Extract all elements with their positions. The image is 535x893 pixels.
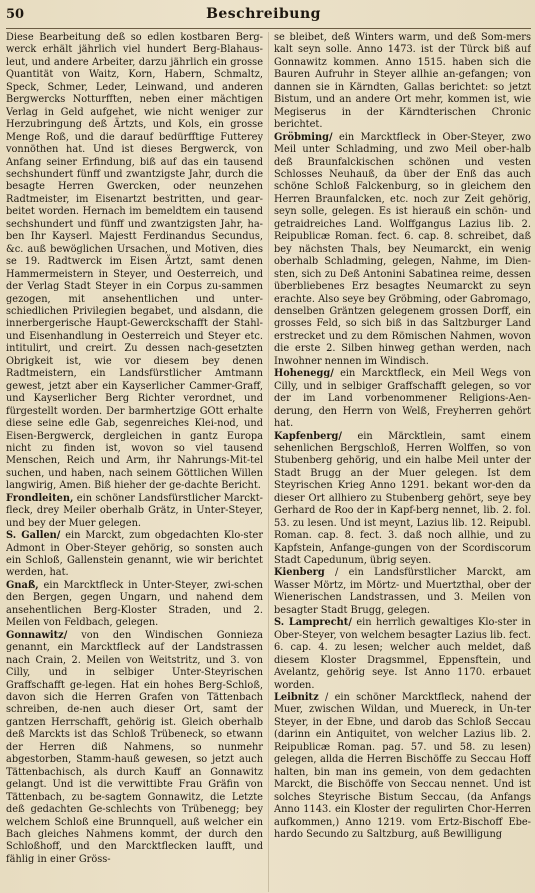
paragraph xyxy=(6,580,263,630)
entry-text: ein Marcktfleck in Ober-Steyer, zwo Meil unter Schladming, und zwo Meil ober-halb deß Braunfalckischen schönen und vesten Schlosses Neuhauß, da über der Enß das auch schöne Schloß Falckenburg, so in gleichem den Herren Braunfalcken, etc. noch zur Zeit gehörig, seyn solle, gelegen. Es ist hierauß ein schön- und getraidreiches Land. Wolffgangus Lazius lib. 2. Reipublicæ Roman. fect. 6. cap. 8. schreibet, daß bey nächsten Thals, bey Neumarckt, ein wenig oberhalb Schladming, gelegen, Nahme, im Dien-sten, sich zu Deß Antonini Sabatinea reime, dessen überbliebenes Erz besagtes Neumarckt zu seyn erachte. Also seye bey Gröbming, oder Gabromago, denselben Gräntzen gelegenem grossen Dorff, ein grosses Feld, so sich biß in das Saltzburger Land erstrecket und zu dem Römischen Nahmen, wovon die erste 2. Silben hinweg gethan werden, nach Inwohner nennen im Windisch. xyxy=(274,131,531,367)
paragraph xyxy=(274,617,531,692)
paragraph xyxy=(274,132,531,369)
entry-keyword: S. Lamprecht/ xyxy=(274,617,352,629)
entry-keyword: S. Gallen/ xyxy=(6,530,61,542)
entry-text: von den Windischen Gonnieza genannt, ein Marcktfleck auf der Landstrassen nach Crain, 2. Meilen von Weitstritz, und 3. von Cilly, und in selbiger Unter-Steyrischen Graffschafft ge-legen. Hat ein hohes Berg-Schloß, davon sich die Herren Grafen von Tättenbach schreiben, de-nen auch dieser Ort, samt der gantzen Herrschafft, gehörig ist. Gleich oberhalb deß Marckts ist das Schloß Trübeneck, so etwann der Herren diß Nahmens, so nunmehr abgestorben, Stamm-hauß gewesen, so jetzt auch Tättenbachisch, als durch Kauff an Gonnawitz gelangt. Und ist die verwittibte Frau Gräfin von Tättenbach, zu be-sagtem Gonnawitz, die Letzte deß gedachten Ge-schlechts von Trübenegg; bey welchem Schloß eine Brunnquell, auß welcher ein Bach gleiches Nahmens kommt, der durch den Schloßhoff, und den Marcktflecken laufft, und fählig in einer Gröss- xyxy=(6,629,263,865)
entry-keyword: Kapfenberg/ xyxy=(274,430,342,442)
entry-keyword: Gnaß, xyxy=(6,579,39,591)
entry-text: Diese Bearbeitung deß so edlen kostbaren Berg-werck erhält jährlich viel hundert Berg-Blahaus-leut, und andere Arbeiter, darzu jährlich ein grosse Quantität von Waitz, Korn, Habern, Schmaltz, Speck, Schmer, Leder, Leinwand, und anderen Bergwercks Notturfften, neben einer mächtigen Verlag in Geld aufgehet, wie nicht weniger zur Herzubringung deß Ärtzts, und Kols, ein grosse Menge Roß, und die darauf bedürfftige Futterey vonnöthen hat. Und ist dieses Bergwerck, von Anfang seiner Erfindung, biß auf das ein tausend sechshundert fünff und zwantzigste Jahr, durch die besagte Herren Gwercken, oder neunzehen Radtmeister, im Eisenartzt bestritten, und gear-beitet worden. Hernach im bemeldtem ein tausend sechshundert und fünff und zwantzigsten Jahr, ha-ben Ihr Kayserl. Majestt Ferdinandus Secundus, &c. auß bewöglichen Ursachen, und Motiven, dies se 19. Radtwerck im Eisen Ärtzt, samt denen Hammermeistern in Steyer, und Oesterreich, und der Verlag Stadt Steyer in ein Corpus zu-sammen gezogen, mit ansehentlichen und unter-schiedlichen Privilegien begabet, und alsdann, die innerbergerische Haupt-Gewerckschafft der Stahl- und Eisenhandlung in Oesterreich und Steyer etc. intitulirt, und creirt. Zu dessen nach-gesetzten Obrigkeit ist, wie vor diesem bey denen Radtmeistern, ein Landsfürstlicher Amtmann gewest, jetzt aber ein Kayserlicher Cammer-Graff, und Kayserlicher Berg Richter verordnet, und fürgestellt worden. Der barmhertzige GOtt erhalte diese seine edle Gab, segenreiches Klei-nod, und Eisen-Bergwerck, dergleichen in gantz Europa nicht zu finden ist, wovon so viel tausend Menschen, Reich und Arm, ihr Nahrungs-Mit-tel suchen, und haben, nach seinem Göttlichen Willen langwirig, Amen. Biß hieher der ge-dachte Bericht. xyxy=(6,32,263,492)
entry-keyword: Frondleiten, xyxy=(6,492,74,504)
entry-text: ein Märcktlein, samt einem sehenlichen Bergschloß, Herren Wolffen, so von Stubenberg gehörig, und ein halbe Meil unter der Stadt Brugg an der Muer gelegen. Ist dem Steyrischen Krieg Anno 1291. bekant wor-den da dieser Ort allhiero zu Stubenberg gehört, seye bey Gerhard de Roo der in Kapf-berg nennet, lib. 2. fol. 53. zu lesen. Und ist meynt, Lazius lib. 12. Reipubl. Roman. cap. 8. fect. 3. daß noch allhie, und zu Kapfstein, Anfange-gungen von der Scordiscorum Stadt Capedunum, übrig seyen. xyxy=(274,430,531,567)
running-title: Beschreibung xyxy=(206,6,321,22)
paragraph xyxy=(6,32,263,493)
left-column xyxy=(6,32,263,892)
entry-text: ein Marckt, zum obgedachten Klo-ster Admont in Ober-Steyer gehörig, so sonsten auch ein Schloß, Gallenstein genannt, wie wir berichtet werden, hat. xyxy=(6,530,263,579)
paragraph xyxy=(274,368,531,430)
paragraph xyxy=(274,567,531,617)
paragraph xyxy=(274,692,531,841)
page-header xyxy=(6,6,531,29)
entry-text: ein Marcktfleck in Unter-Steyer, zwi-schen den Bergen, gegen Ungarn, und nahend dem ansehentlichen Berg-Kloster Straden, und 2. Meilen von Feldbach, gelegen. xyxy=(6,579,263,629)
entry-text: / ein schöner Marcktfleck, nahend der Muer, zwischen Wildan, und Muereck, in Un-ter Steyer, in der Ebne, und darob das Schloß Seccau (darinn ein Antiquitet, von welcher Lazius lib. 2. Reipublicæ Roman. pag. 57. und 58. zu lesen) gelegen, allda die Herren Bischöffe zu Seccau Hoff halten, bin man ins gemein, von dem gedachten Marckt, die Bischöffe von Seccau nennet. Und ist solches Steyrische Bistum Seccau, (da Anfangs Anno 1143. ein Kloster der regulirten Chor-Herren aufkommen,) Anno 1219. vom Ertz-Bischoff Ebe-hardo Secundo zu Saltzburg, auß Bewilligung xyxy=(274,692,531,840)
entry-text: ein schöner Landsfürstlicher Marckt-fleck, drey Meiler oberhalb Grätz, in Unter-Steyer, und bey der Muer gelegen. xyxy=(6,492,263,529)
paragraph xyxy=(274,32,531,132)
entry-keyword: Kienberg xyxy=(274,567,325,579)
paragraph xyxy=(274,431,531,568)
entry-text: se bleibet, deß Winters warm, und deß Som-mers kalt seyn solle. Anno 1473. ist der Türck biß auf Gonnawitz kommen. Anno 1515. haben sich die Bauren Aufruhr in Steyer allhie an-gefangen; von dannen sie in Kärndten, Gallas berichtet: so jetzt Bistum, und an andere Ort mehr, kommen ist, wie Megiserus in der Kärndterischen Chronic berichtet. xyxy=(274,32,531,131)
entry-text: ein herrlich gewaltiges Klo-ster in Ober-Steyer, von welchem besagter Lazius lib. fect. 6. cap. 4. zu lesen; welcher auch meldet, daß diesem Kloster Dragsmmel, Eppensftein, und Avelantz, gehörig seye. Ist Anno 1170. erbauet worden. xyxy=(274,617,531,691)
right-column xyxy=(274,32,531,892)
entry-keyword: Hohenegg/ xyxy=(274,368,334,380)
column-divider xyxy=(268,32,269,892)
paragraph xyxy=(6,630,263,867)
entry-text: / ein Landsfürstlicher Marckt, am Wasser Mörtz, im Mörtz- und Muertzthal, ober der Wienerischen Landstrassen, und 3. Meilen von besagter Stadt Brugg, gelegen. xyxy=(274,567,531,616)
paragraph xyxy=(6,530,263,580)
entry-keyword: Leibnitz xyxy=(274,692,319,704)
page-number: 50 xyxy=(6,7,25,22)
text-columns xyxy=(6,32,531,892)
entry-text: ein Marcktfleck, ein Meil Wegs von Cilly, und in selbiger Graffschafft gelegen, so vor der im Land vorbenommener Religions-Aen-derung, den Herrn von Welß, Freyherren gehört hat. xyxy=(274,368,531,430)
paragraph xyxy=(6,493,263,530)
entry-keyword: Gonnawitz/ xyxy=(6,629,68,641)
entry-keyword: Gröbming/ xyxy=(274,131,333,143)
